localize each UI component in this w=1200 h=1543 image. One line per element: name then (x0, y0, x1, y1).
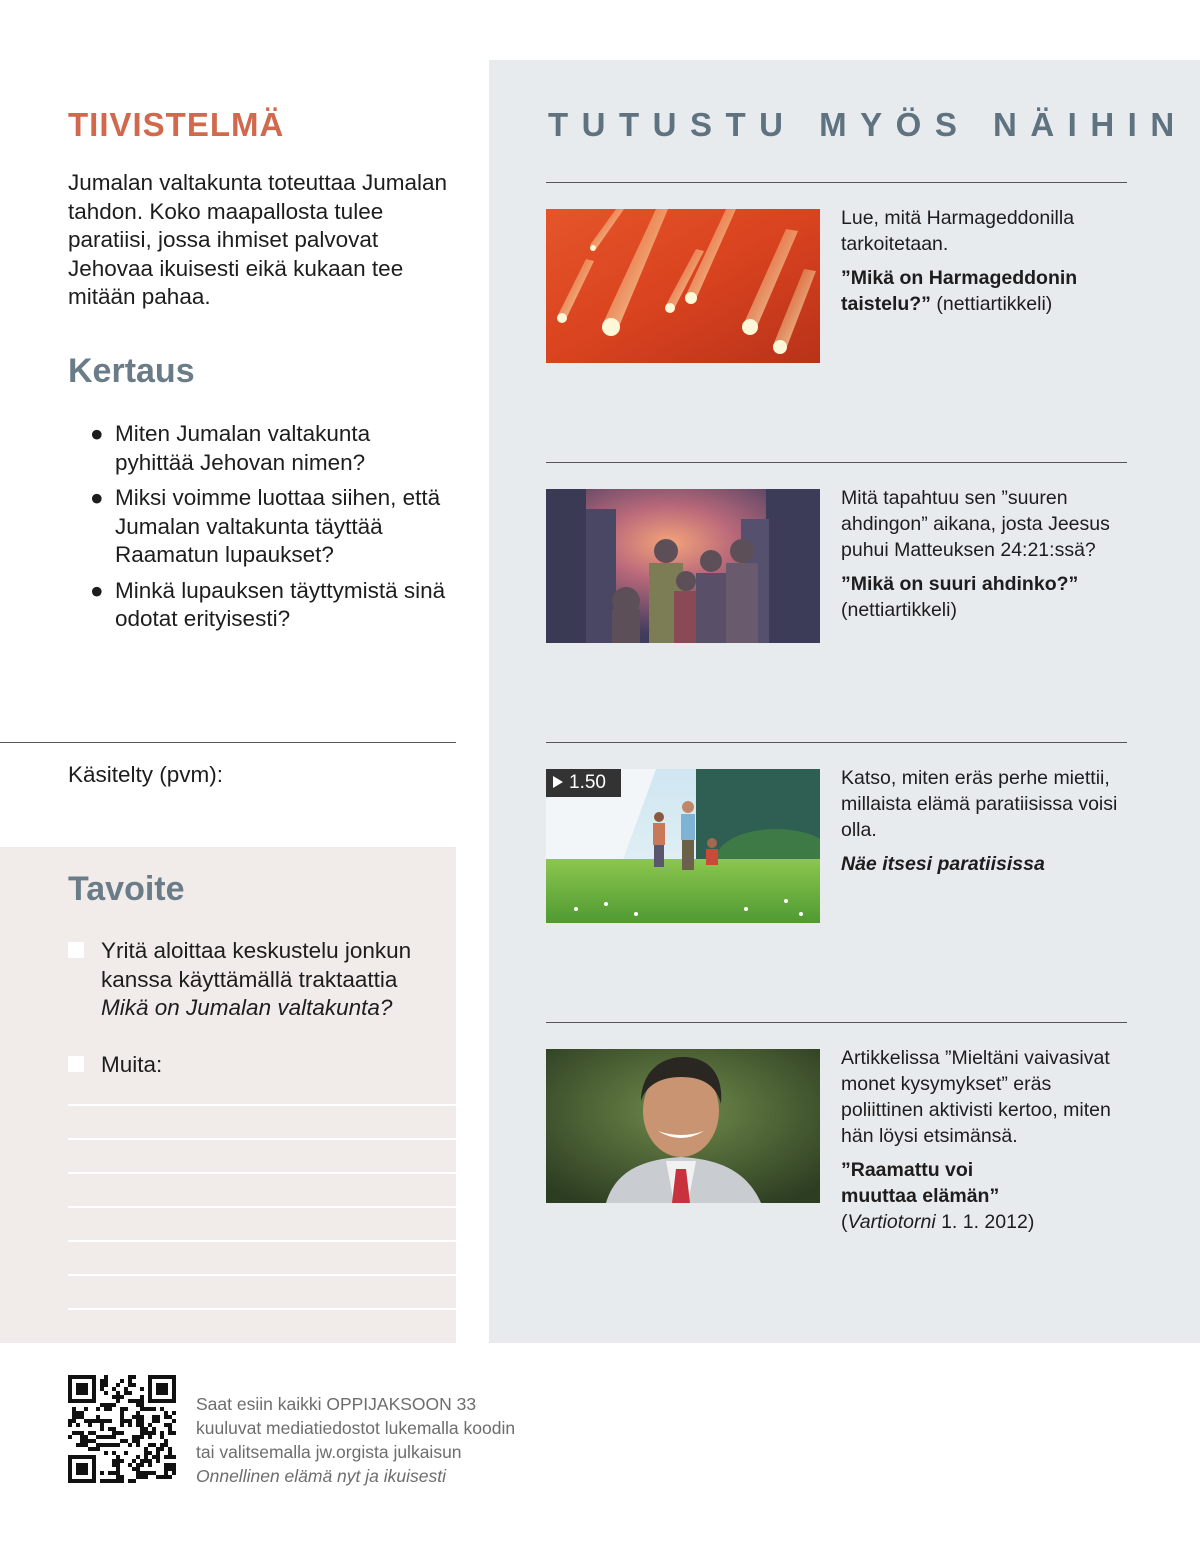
divider (546, 1022, 1127, 1023)
goal-box (0, 847, 456, 1343)
goal-item-1 (68, 937, 448, 1023)
article-title[interactable]: ”Mikä on suuri ahdinko?” (841, 573, 1079, 595)
smiling-man-portrait-image[interactable] (546, 1049, 820, 1203)
explore-entry-1 (841, 205, 1136, 317)
bullet-icon: ● (90, 421, 104, 446)
review-question: Miten Jumalan valtakunta pyhittää Jehovan nimen? (115, 421, 371, 475)
writing-line (68, 1206, 456, 1208)
summary-title: TIIVISTELMÄ (68, 106, 285, 143)
review-list (90, 420, 450, 641)
goal-item-2 (68, 1051, 448, 1080)
bullet-icon: ● (90, 577, 104, 603)
family-in-disaster-image[interactable] (546, 489, 820, 643)
footer-line-3: tai valitsemalla jw.orgista julkaisun (196, 1442, 462, 1462)
entry-link[interactable] (841, 571, 1136, 623)
writing-line (68, 1104, 456, 1106)
note-paren: ( (841, 1211, 848, 1233)
checkbox-icon[interactable] (68, 942, 84, 958)
review-item (90, 484, 450, 570)
writing-line (68, 1240, 456, 1242)
divider (546, 182, 1127, 183)
play-icon (553, 776, 563, 788)
checkbox-icon[interactable] (68, 1056, 84, 1072)
explore-title: TUTUSTU MYÖS NÄIHIN (548, 106, 1188, 143)
entry-note: (nettiartikkeli) (936, 293, 1053, 315)
explore-entry-4 (841, 1045, 1136, 1235)
goal-item-label: Yritä aloittaa keskustelu jonkun kanssa käyttämällä traktaattia (101, 938, 412, 992)
entry-note: (nettiartikkeli) (841, 599, 957, 621)
qr-code-icon[interactable] (68, 1375, 176, 1483)
review-question: Minkä lupauksen täyttymistä sinä odotat erityisesti? (115, 577, 446, 631)
entry-link[interactable]: Näe itsesi paratiisissa (841, 853, 1045, 875)
entry-description: Katso, miten eräs perhe miettii, millaista elämä paratiisissa voisi olla. (841, 767, 1118, 841)
magazine-title: Vartiotorni (847, 1211, 936, 1233)
goal-item-text (101, 937, 448, 1023)
entry-description: Lue, mitä Harmageddonilla tarkoitetaan. (841, 207, 1075, 255)
footer-line-2: kuuluvat mediatiedostot lukemalla koodin (196, 1418, 516, 1438)
lesson-reference: OPPIJAKSOON 33 (326, 1394, 477, 1414)
writing-line (68, 1172, 456, 1174)
footer-text (196, 1392, 515, 1488)
divider (546, 462, 1127, 463)
entry-description: Artikkelissa ”Mieltäni vaivasivat monet kysymykset” eräs poliittinen aktivisti kertoo, miten hän löysi etsimänsä. (841, 1047, 1111, 1147)
falling-meteors-image[interactable] (546, 209, 820, 363)
divider (546, 742, 1127, 743)
writing-line (68, 1274, 456, 1276)
explore-entry-2 (841, 485, 1136, 623)
explore-entry-3 (841, 765, 1136, 877)
review-title: Kertaus (68, 352, 195, 390)
date-label: Käsitelty (pvm): (68, 762, 224, 787)
article-title[interactable]: ”Mikä on Harmageddonin taistelu?” (841, 267, 1078, 315)
review-item (90, 420, 450, 477)
entry-link[interactable]: ”Raamattu voi muuttaa elämän” (841, 1159, 1000, 1207)
goal-title: Tavoite (68, 870, 185, 908)
review-item (90, 577, 450, 634)
video-duration-badge[interactable] (546, 769, 621, 797)
entry-description: Mitä tapahtuu sen ”suuren ahdingon” aikana, josta Jeesus puhui Matteuksen 24:21:ssä? (841, 487, 1110, 561)
review-question: Miksi voimme luottaa siihen, että Jumalan valtakunta täyttää Raamatun lupaukset? (115, 485, 441, 567)
divider (0, 742, 456, 743)
tract-title: Mikä on Jumalan valtakunta? (101, 995, 393, 1020)
magazine-date: 1. 1. 2012) (935, 1211, 1035, 1233)
bullet-icon: ● (90, 485, 104, 510)
entry-link[interactable] (841, 265, 1136, 317)
footer-line-1-text: Saat esiin kaikki (196, 1394, 327, 1414)
writing-line (68, 1308, 456, 1310)
video-duration: 1.50 (569, 772, 606, 793)
footer-line-1 (196, 1392, 515, 1416)
writing-line (68, 1138, 456, 1140)
goal-item-label: Muita: (101, 1052, 163, 1077)
entry-note (841, 1209, 1136, 1235)
summary-text: Jumalan valtakunta toteuttaa Jumalan tahdon. Koko maapallosta tulee paratiisi, jossa ihmiset palvovat Jehovaa ikuisesti eikä kukaan tee mitään pahaa. (68, 170, 447, 309)
publication-title: Onnellinen elämä nyt ja ikuisesti (196, 1466, 446, 1486)
